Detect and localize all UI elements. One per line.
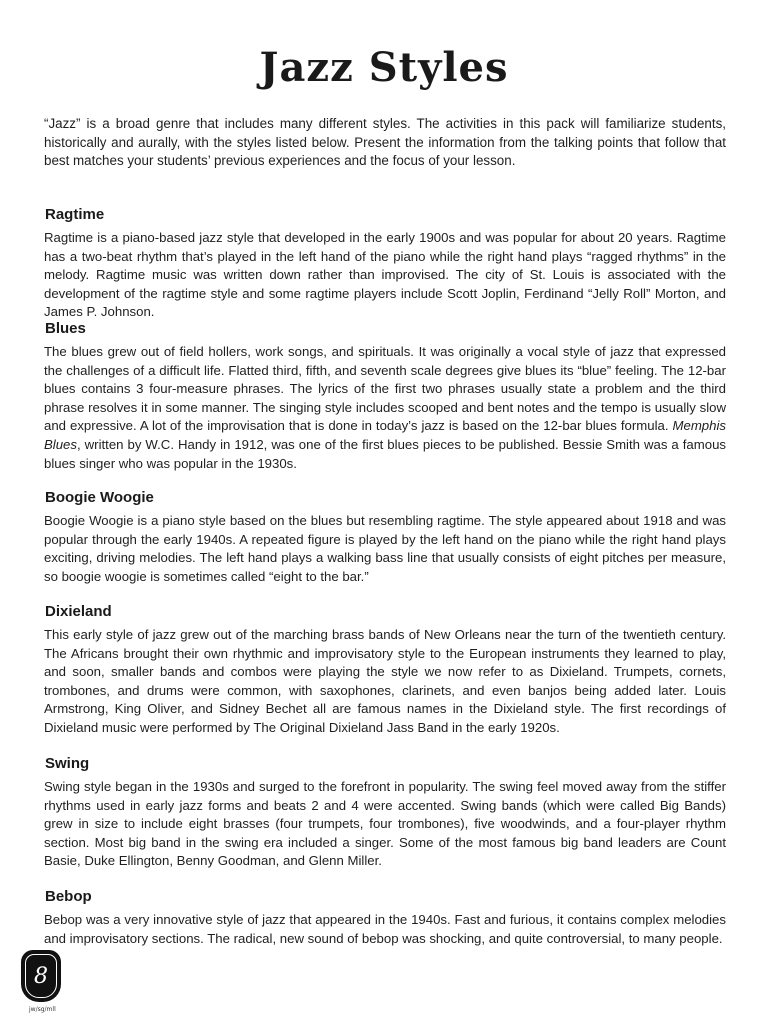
page-number-badge (21, 950, 61, 1002)
section-boogie-woogie (44, 489, 726, 586)
section-ragtime (44, 206, 726, 322)
page-title: Jazz Styles (259, 44, 509, 91)
footer-tag: jw/sg/mll (29, 1006, 56, 1013)
section-body: Bebop was a very innovative style of jazz that appeared in the 1940s. Fast and furious, it contains complex melodies and improvisatory sections. The radical, new sound of bebop was shocking, and quite controversial, to many people. (44, 912, 726, 946)
section-heading: Blues (45, 320, 86, 337)
section-heading: Boogie Woogie (45, 489, 154, 506)
section-bebop (44, 888, 726, 948)
section-heading: Swing (45, 755, 90, 772)
section-body: Ragtime is a piano-based jazz style that developed in the early 1900s and was popular for about 20 years. Ragtime has a two-beat rhythm that’s played in the left hand of the piano while the right hand plays “ragged rhythms” in the melody. Ragtime music was written down rather than improvised. The city of St. Louis is associated with the development of the ragtime style and some ragtime players include Scott Joplin, Ferdinand “Jelly Roll” Morton, and James P. Johnson. (44, 230, 726, 320)
song-title: Memphis Blues (44, 418, 726, 452)
section-dixieland (44, 603, 726, 738)
page-number: 8 (34, 963, 48, 989)
section-body (44, 343, 726, 473)
body-text: , written by W.C. Handy in 1912, was one of the first blues pieces to be published. Bessie Smith was a famous blues singer who was popular in the 1930s. (44, 436, 726, 471)
intro-paragraph: “Jazz” is a broad genre that includes many different styles. The activities in this pack will familiarize students, historically and aurally, with the styles listed below. Present the information from the talking points that follow that best matches your students’ previous experiences and the focus of your lesson. (44, 116, 726, 169)
section-heading: Dixieland (45, 603, 112, 620)
section-swing (44, 755, 726, 871)
body-text: The blues grew out of field hollers, work songs, and spirituals. It was originally a vocal style of jazz that expressed the challenges of a difficult life. Flatted third, fifth, and seventh scale degrees give blues its “blue” feeling. The 12-bar blues contains 3 four-measure phrases. The lyrics of the first two phrases usually state a problem and the third phrase resolves it in some manner. The singing style includes scooped and bent notes and the tempo is usually slow and expressive. A lot of the improvisation that is done in today’s jazz is based on the 12-bar blues formula. (44, 344, 726, 434)
section-body: Swing style began in the 1930s and surged to the forefront in popularity. The swing feel moved away from the stiffer rhythms used in early jazz forms and beats 2 and 4 were accented. Swing bands (which were called Big Bands) grew in size to include eight brasses (four trumpets, four trombones), five woodwinds, and a four-player rhythm section. Most big band in the swing era included a singer. Some of the most famous big band leaders are Count Basie, Duke Ellington, Benny Goodman, and Glenn Miller. (44, 779, 726, 869)
section-heading: Ragtime (45, 206, 105, 223)
section-body: Boogie Woogie is a piano style based on the blues but resembling ragtime. The style appeared about 1918 and was popular through the early 1940s. A repeated figure is played by the left hand on the piano while the right hand plays exciting, driving melodies. The left hand plays a walking bass line that usually consists of eight pitches per measure, so boogie woogie is sometimes called “eight to the bar.” (44, 513, 726, 584)
section-body: This early style of jazz grew out of the marching brass bands of New Orleans near the turn of the twentieth century. The Africans brought their own rhythmic and improvisatory style to the European instruments they learned to play, and soon, smaller bands and combos were playing the style we now refer to as Dixieland. Trumpets, cornets, trombones, and drums were common, with saxophones, clarinets, and even banjos being added later. Louis Armstrong, King Oliver, and Sidney Bechet all are famous names in the Dixieland style. The first recordings of Dixieland music were performed by The Original Dixieland Jass Band in the early 1920s. (44, 627, 726, 735)
section-blues (44, 320, 726, 473)
section-heading: Bebop (45, 888, 92, 905)
